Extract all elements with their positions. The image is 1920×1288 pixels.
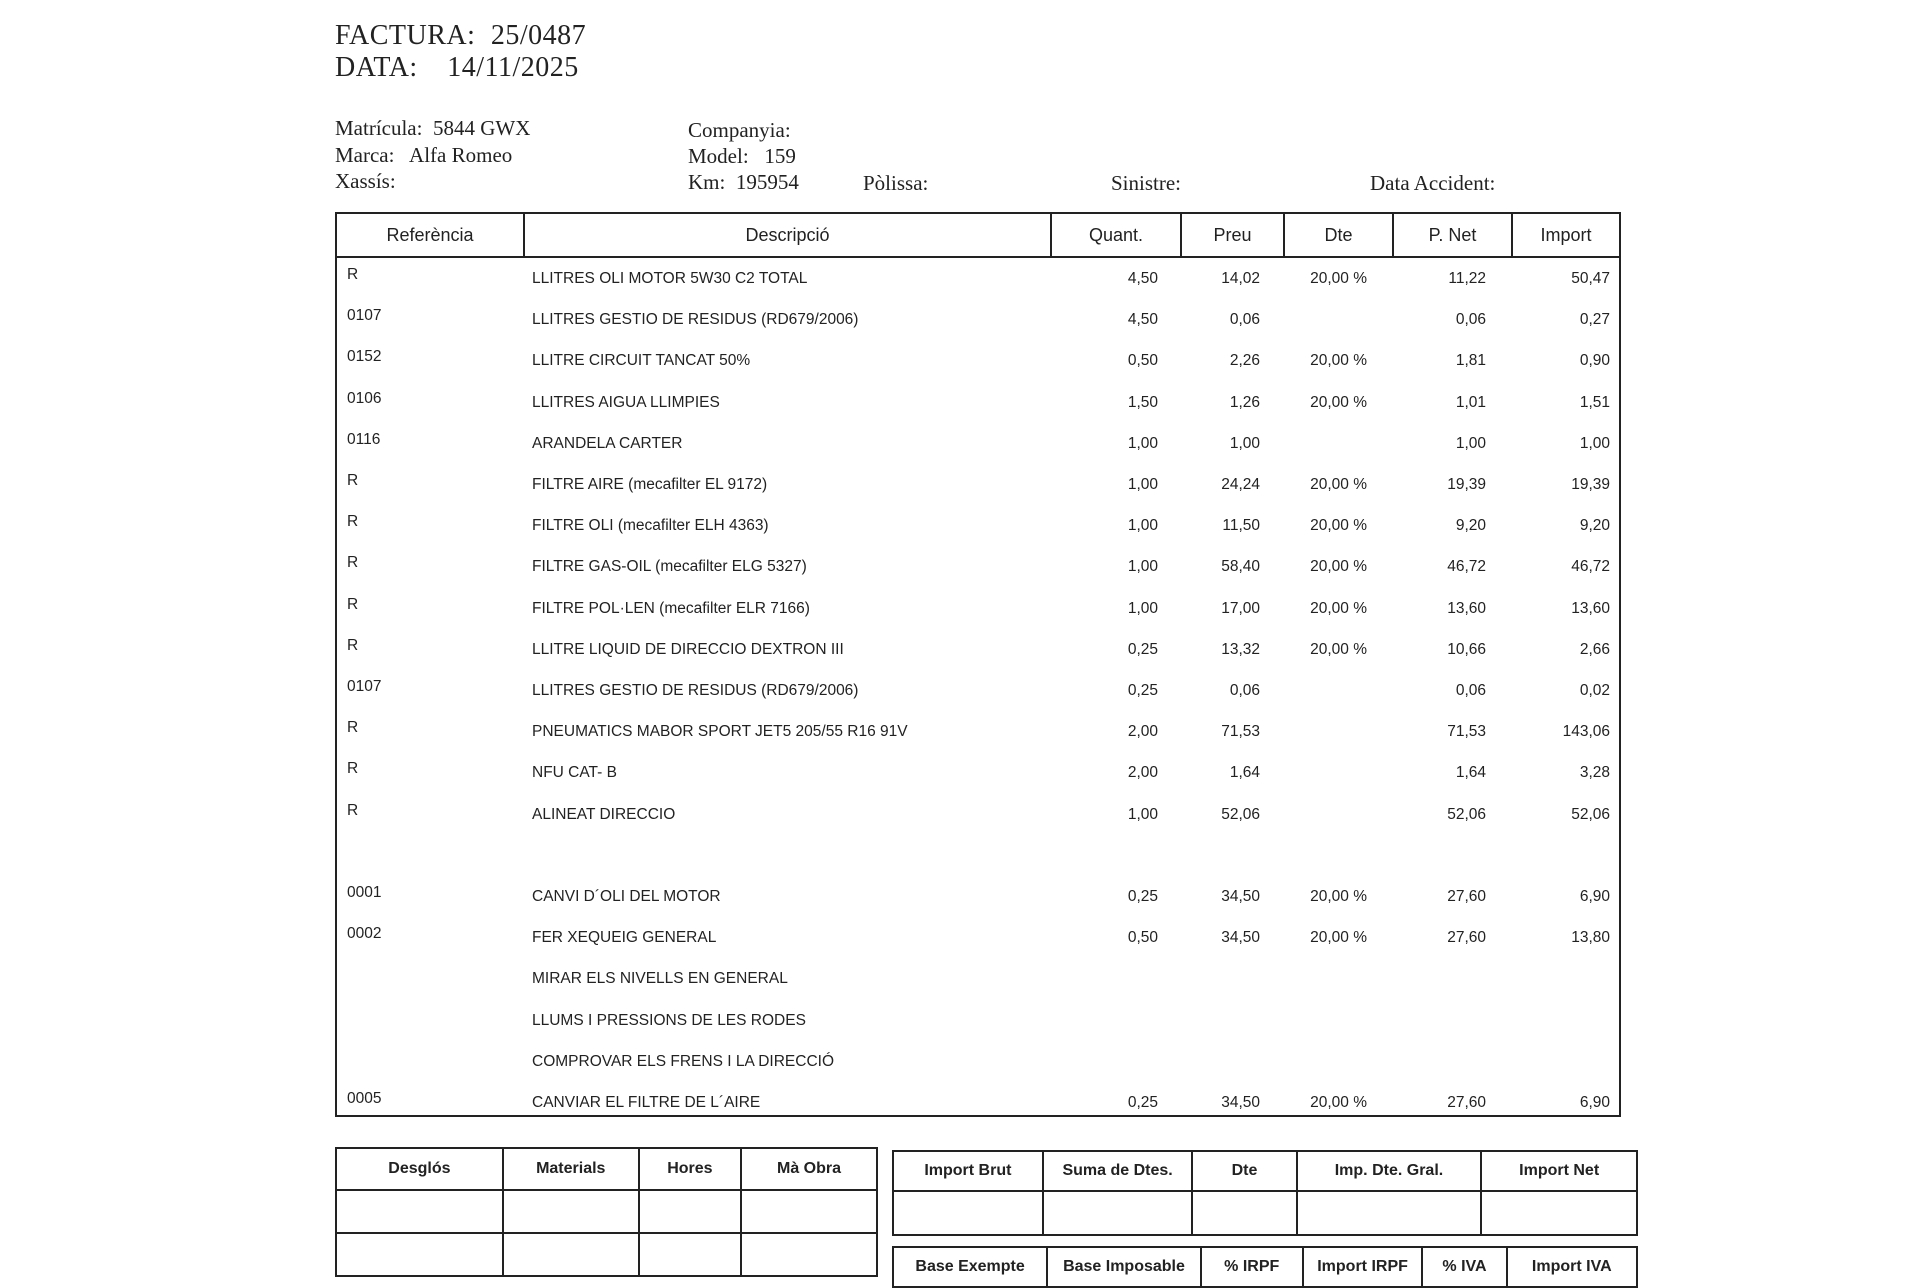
invoice-number-label: FACTURA: (335, 20, 476, 51)
row-amount: 46,72 (1571, 558, 1610, 576)
totals-cell (1297, 1191, 1482, 1235)
row-amount: 0,27 (1579, 311, 1610, 329)
taxes-header-import-irpf: Import IRPF (1303, 1247, 1423, 1287)
table-row (337, 464, 1619, 505)
table-row (337, 340, 1619, 381)
row-description: LLUMS I PRESSIONS DE LES RODES (532, 1011, 806, 1029)
row-reference: 0002 (347, 925, 382, 943)
row-net-price: 19,39 (1447, 476, 1486, 493)
row-net-price: 9,20 (1455, 517, 1486, 535)
row-quantity: 0,25 (1127, 1094, 1158, 1111)
row-price: 2,26 (1229, 352, 1260, 370)
row-price: 1,00 (1229, 434, 1260, 452)
row-discount: 20,00 % (1310, 517, 1367, 535)
row-reference: 0106 (347, 389, 382, 407)
row-price: 14,02 (1221, 270, 1260, 287)
taxes-header-import-iva: Import IVA (1507, 1247, 1637, 1287)
row-net-price: 0,06 (1455, 311, 1486, 329)
row-amount: 143,06 (1562, 723, 1610, 741)
taxes-table (892, 1246, 1638, 1288)
row-amount: 6,90 (1579, 1094, 1610, 1111)
row-description: ALINEAT DIRECCIO (532, 805, 676, 823)
totals-header-import-brut: Import Brut (893, 1151, 1043, 1191)
row-price: 52,06 (1221, 805, 1260, 823)
row-net-price: 1,00 (1455, 434, 1486, 452)
row-quantity: 0,25 (1127, 640, 1158, 658)
row-amount: 2,66 (1579, 640, 1610, 658)
table-row (337, 423, 1619, 464)
table-row (337, 876, 1619, 917)
row-price: 0,06 (1229, 682, 1260, 699)
row-quantity: 1,00 (1127, 558, 1158, 576)
row-reference: R (347, 554, 359, 572)
invoice-date-line (335, 52, 579, 84)
table-row (337, 505, 1619, 546)
row-amount: 13,60 (1571, 599, 1610, 617)
row-amount: 50,47 (1571, 270, 1610, 287)
row-price: 13,32 (1221, 640, 1260, 658)
row-amount: 0,90 (1579, 352, 1610, 370)
row-amount: 3,28 (1579, 764, 1610, 782)
row-description: ARANDELA CARTER (532, 434, 683, 452)
row-discount: 20,00 % (1310, 640, 1367, 658)
row-reference: R (347, 472, 359, 489)
row-description: LLITRES GESTIO DE RESIDUS (RD679/2006) (532, 682, 859, 699)
row-reference: 0001 (347, 884, 382, 901)
breakdown-cell (503, 1233, 639, 1276)
breakdown-cell (503, 1190, 639, 1233)
row-discount: 20,00 % (1310, 393, 1367, 411)
table-row (337, 835, 1619, 876)
row-quantity: 1,00 (1127, 517, 1158, 535)
row-discount: 20,00 % (1310, 476, 1367, 493)
row-amount: 1,00 (1579, 434, 1610, 452)
row-reference: R (347, 719, 359, 737)
row-price: 34,50 (1221, 929, 1260, 947)
claim-field: Sinistre: (1111, 171, 1182, 195)
row-quantity: 0,50 (1127, 929, 1158, 947)
row-amount: 0,02 (1579, 682, 1610, 699)
taxes-header-base-imposable: Base Imposable (1047, 1247, 1201, 1287)
row-price: 71,53 (1221, 723, 1260, 741)
totals-header-dte: Dte (1192, 1151, 1296, 1191)
totals-header-suma-dtes: Suma de Dtes. (1043, 1151, 1193, 1191)
row-reference: R (347, 595, 359, 613)
row-price: 58,40 (1221, 558, 1260, 576)
col-amount: Import (1540, 225, 1592, 245)
totals-cell (1043, 1191, 1193, 1235)
col-reference: Referència (337, 214, 525, 256)
table-row (337, 546, 1619, 587)
row-net-price: 27,60 (1447, 929, 1486, 947)
breakdown-cell (639, 1190, 741, 1233)
row-amount: 19,39 (1571, 476, 1610, 493)
row-net-price: 27,60 (1447, 1094, 1486, 1111)
invoice-number-line (335, 20, 586, 52)
row-amount: 1,51 (1579, 393, 1610, 411)
row-description: COMPROVAR ELS FRENS I LA DIRECCIÓ (532, 1052, 835, 1070)
row-reference: 0005 (347, 1090, 382, 1107)
row-price: 34,50 (1221, 1094, 1260, 1111)
row-net-price: 13,60 (1447, 599, 1486, 617)
row-description: LLITRE LIQUID DE DIRECCIO DEXTRON III (532, 640, 844, 658)
breakdown-cell (336, 1190, 503, 1233)
row-net-price: 1,01 (1455, 393, 1486, 411)
row-description: FER XEQUEIG GENERAL (532, 929, 717, 947)
table-row (337, 917, 1619, 958)
breakdown-cell (741, 1190, 877, 1233)
table-row (337, 1000, 1619, 1041)
row-discount: 20,00 % (1310, 558, 1367, 576)
table-row (337, 958, 1619, 999)
row-amount: 52,06 (1571, 805, 1610, 823)
taxes-header-irpf-pct: % IRPF (1201, 1247, 1303, 1287)
row-net-price: 1,64 (1455, 764, 1486, 782)
row-description: FILTRE OLI (mecafilter ELH 4363) (532, 517, 769, 535)
table-row (337, 299, 1619, 340)
invoice-date: 14/11/2025 (447, 52, 579, 83)
row-discount: 20,00 % (1310, 1094, 1367, 1111)
row-reference: R (347, 760, 359, 778)
row-quantity: 0,25 (1127, 888, 1158, 905)
row-description: MIRAR ELS NIVELLS EN GENERAL (532, 970, 788, 988)
row-quantity: 1,00 (1127, 599, 1158, 617)
breakdown-table (335, 1147, 878, 1277)
row-price: 0,06 (1229, 311, 1260, 329)
row-description: CANVIAR EL FILTRE DE L´AIRE (532, 1094, 761, 1111)
row-net-price: 52,06 (1447, 805, 1486, 823)
row-reference: 0107 (347, 307, 382, 325)
accident-date-field: Data Accident: (1370, 171, 1496, 195)
row-net-price: 27,60 (1447, 888, 1486, 905)
totals-header-import-net: Import Net (1481, 1151, 1637, 1191)
col-quantity: Quant. (1052, 214, 1182, 256)
col-discount: Dte (1285, 214, 1394, 256)
row-description: PNEUMATICS MABOR SPORT JET5 205/55 R16 91V (532, 723, 908, 741)
totals-cell (1481, 1191, 1637, 1235)
km-field: Km: 195954 (688, 170, 799, 194)
row-quantity: 2,00 (1127, 723, 1158, 741)
breakdown-header-ma-obra: Mà Obra (741, 1148, 877, 1190)
table-row (337, 794, 1619, 835)
table-row (337, 1082, 1619, 1123)
row-price: 1,64 (1229, 764, 1260, 782)
breakdown-cell (336, 1233, 503, 1276)
totals-table (892, 1150, 1638, 1236)
table-row (337, 670, 1619, 711)
row-description: LLITRES OLI MOTOR 5W30 C2 TOTAL (532, 270, 808, 287)
row-amount: 13,80 (1571, 929, 1610, 947)
row-description: LLITRE CIRCUIT TANCAT 50% (532, 352, 751, 370)
taxes-header-base-exempte: Base Exempte (893, 1247, 1047, 1287)
row-quantity: 1,50 (1127, 393, 1158, 411)
breakdown-header-hores: Hores (639, 1148, 741, 1190)
row-discount: 20,00 % (1310, 888, 1367, 905)
breakdown-header-materials: Materials (503, 1148, 639, 1190)
row-quantity: 4,50 (1127, 311, 1158, 329)
breakdown-cell (639, 1233, 741, 1276)
row-quantity: 1,00 (1127, 476, 1158, 493)
col-net-price: P. Net (1394, 214, 1513, 256)
row-price: 11,50 (1222, 517, 1260, 535)
totals-cell (893, 1191, 1043, 1235)
row-net-price: 10,66 (1447, 640, 1486, 658)
row-discount: 20,00 % (1310, 929, 1367, 947)
row-net-price: 0,06 (1455, 682, 1486, 699)
row-discount: 20,00 % (1310, 599, 1367, 617)
invoice-date-label: DATA: (335, 52, 418, 83)
breakdown-cell (741, 1233, 877, 1276)
row-discount: 20,00 % (1310, 270, 1367, 287)
chassis-field: Xassís: (335, 169, 396, 193)
row-quantity: 2,00 (1127, 764, 1158, 782)
row-quantity: 0,50 (1127, 352, 1158, 370)
row-description: LLITRES GESTIO DE RESIDUS (RD679/2006) (532, 311, 859, 329)
row-net-price: 11,22 (1448, 270, 1486, 287)
totals-header-imp-dte-gral: Imp. Dte. Gral. (1297, 1151, 1482, 1191)
row-description: FILTRE POL·LEN (mecafilter ELR 7166) (532, 599, 810, 617)
model-field: Model: 159 (688, 144, 796, 168)
row-amount: 9,20 (1579, 517, 1610, 535)
row-price: 24,24 (1221, 476, 1260, 493)
row-quantity: 0,25 (1127, 682, 1158, 699)
row-quantity: 1,00 (1127, 805, 1158, 823)
row-quantity: 1,00 (1127, 434, 1158, 452)
row-price: 34,50 (1221, 888, 1260, 905)
row-discount: 20,00 % (1310, 352, 1367, 370)
row-net-price: 46,72 (1447, 558, 1486, 576)
row-net-price: 1,81 (1455, 352, 1486, 370)
col-price: Preu (1182, 214, 1285, 256)
table-row (337, 588, 1619, 629)
row-quantity: 4,50 (1127, 270, 1158, 287)
invoice-items-table (335, 212, 1621, 1117)
row-reference: R (347, 801, 359, 819)
row-net-price: 71,53 (1447, 723, 1486, 741)
row-description: NFU CAT- B (532, 764, 617, 782)
table-row (337, 1041, 1619, 1082)
row-reference: R (347, 513, 359, 531)
table-row (337, 382, 1619, 423)
totals-cell (1192, 1191, 1296, 1235)
policy-field: Pòlissa: (863, 171, 929, 195)
company-field: Companyia: (688, 118, 791, 142)
row-reference: 0107 (347, 678, 382, 695)
row-reference: 0116 (347, 430, 381, 448)
row-description: CANVI D´OLI DEL MOTOR (532, 888, 721, 905)
brand-field: Marca: Alfa Romeo (335, 143, 513, 167)
invoice-number: 25/0487 (490, 20, 587, 51)
row-description: FILTRE AIRE (mecafilter EL 9172) (532, 476, 768, 493)
row-reference: 0152 (347, 348, 382, 366)
col-description: Descripció (525, 214, 1052, 256)
table-row (337, 258, 1619, 299)
table-row (337, 629, 1619, 670)
taxes-header-iva-pct: % IVA (1422, 1247, 1506, 1287)
row-description: LLITRES AIGUA LLIMPIES (532, 393, 720, 411)
row-amount: 6,90 (1579, 888, 1610, 905)
row-description: FILTRE GAS-OIL (mecafilter ELG 5327) (532, 558, 807, 576)
breakdown-header-desglos: Desglós (336, 1148, 503, 1190)
row-reference: R (347, 636, 359, 654)
plate-field: Matrícula: 5844 GWX (335, 116, 531, 140)
table-header (337, 214, 1619, 258)
row-price: 17,00 (1221, 599, 1260, 617)
table-row (337, 752, 1619, 793)
row-reference: R (347, 266, 359, 283)
row-price: 1,26 (1229, 393, 1260, 411)
table-row (337, 711, 1619, 752)
